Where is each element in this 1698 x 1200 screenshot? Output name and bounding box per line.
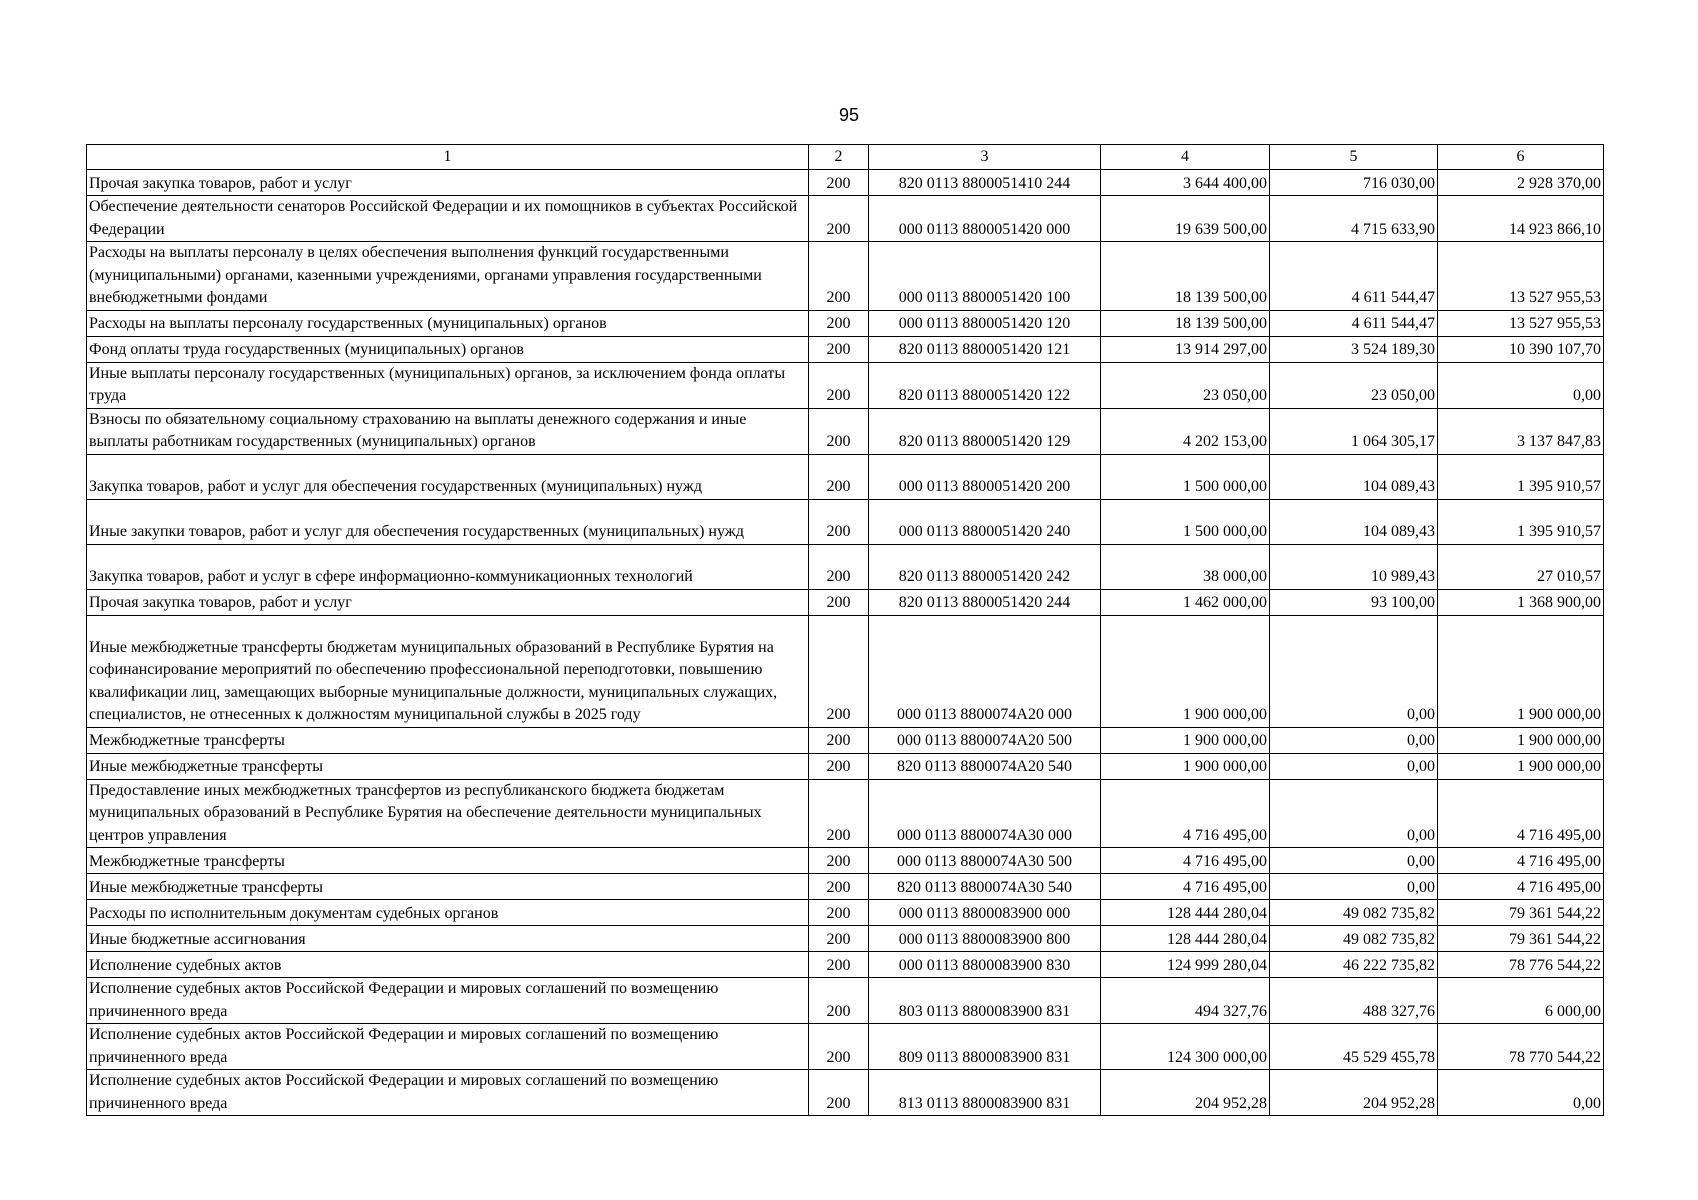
row-approved-amount-cell: 1 900 000,00 — [1101, 615, 1270, 727]
row-executed-amount-cell: 0,00 — [1270, 753, 1438, 779]
row-executed-amount-cell: 0,00 — [1270, 779, 1438, 848]
row-remaining-amount-cell: 13 527 955,53 — [1438, 310, 1604, 336]
row-classification-code-cell: 000 0113 8800083900 830 — [869, 952, 1101, 978]
row-name-cell: Обеспечение деятельности сенаторов Российской Федерации и их помощников в субъектах Российской Федерации — [87, 196, 809, 242]
row-line-code-cell: 200 — [809, 408, 869, 454]
row-executed-amount-cell: 4 611 544,47 — [1270, 310, 1438, 336]
table-row — [87, 454, 1604, 499]
row-classification-code-cell: 820 0113 8800074А20 540 — [869, 753, 1101, 779]
row-approved-amount-cell: 128 444 280,04 — [1101, 900, 1270, 926]
table-row — [87, 727, 1604, 753]
row-name-cell: Исполнение судебных актов Российской Федерации и мировых соглашений по возмещению причиненного вреда — [87, 978, 809, 1024]
row-remaining-amount-cell: 0,00 — [1438, 362, 1604, 408]
row-classification-code-cell: 820 0113 8800051420 242 — [869, 544, 1101, 589]
row-remaining-amount-cell: 3 137 847,83 — [1438, 408, 1604, 454]
row-classification-code-cell: 803 0113 8800083900 831 — [869, 978, 1101, 1024]
row-classification-code-cell: 820 0113 8800051420 121 — [869, 336, 1101, 362]
row-classification-code-cell: 000 0113 8800083900 800 — [869, 926, 1101, 952]
row-classification-code-cell: 000 0113 8800083900 000 — [869, 900, 1101, 926]
row-name-cell: Иные межбюджетные трансферты бюджетам муниципальных образований в Республике Бурятия на софинансирование мероприятий по обеспечению профессиональной переподготовки, повышению квалификации лиц, замещающих выборные муниципальные должности, муниципальных служащих, специалистов, не отнесенных к должностям муниципальной службы в 2025 году — [87, 615, 809, 727]
row-line-code-cell: 200 — [809, 242, 869, 311]
row-line-code-cell: 200 — [809, 1024, 869, 1070]
row-line-code-cell: 200 — [809, 978, 869, 1024]
row-approved-amount-cell: 1 500 000,00 — [1101, 454, 1270, 499]
row-approved-amount-cell: 13 914 297,00 — [1101, 336, 1270, 362]
row-approved-amount-cell: 4 716 495,00 — [1101, 874, 1270, 900]
row-remaining-amount-cell: 1 368 900,00 — [1438, 589, 1604, 615]
row-approved-amount-cell: 23 050,00 — [1101, 362, 1270, 408]
row-executed-amount-cell: 0,00 — [1270, 615, 1438, 727]
row-remaining-amount-cell: 13 527 955,53 — [1438, 242, 1604, 311]
row-classification-code-cell: 000 0113 8800074А30 000 — [869, 779, 1101, 848]
row-approved-amount-cell: 1 900 000,00 — [1101, 727, 1270, 753]
row-executed-amount-cell: 716 030,00 — [1270, 170, 1438, 196]
row-executed-amount-cell: 10 989,43 — [1270, 544, 1438, 589]
column-header: 5 — [1270, 145, 1438, 170]
table-row — [87, 408, 1604, 454]
table-row — [87, 1024, 1604, 1070]
row-line-code-cell: 200 — [809, 544, 869, 589]
row-remaining-amount-cell: 4 716 495,00 — [1438, 779, 1604, 848]
row-name-cell: Межбюджетные трансферты — [87, 727, 809, 753]
row-executed-amount-cell: 104 089,43 — [1270, 499, 1438, 544]
row-executed-amount-cell: 104 089,43 — [1270, 454, 1438, 499]
table-row — [87, 926, 1604, 952]
table-row — [87, 544, 1604, 589]
row-remaining-amount-cell: 1 900 000,00 — [1438, 753, 1604, 779]
row-classification-code-cell: 000 0113 8800051420 200 — [869, 454, 1101, 499]
table-row — [87, 499, 1604, 544]
budget-table — [86, 144, 1604, 1116]
row-approved-amount-cell: 124 300 000,00 — [1101, 1024, 1270, 1070]
row-executed-amount-cell: 23 050,00 — [1270, 362, 1438, 408]
row-remaining-amount-cell: 4 716 495,00 — [1438, 874, 1604, 900]
row-line-code-cell: 200 — [809, 952, 869, 978]
row-executed-amount-cell: 3 524 189,30 — [1270, 336, 1438, 362]
row-name-cell: Иные межбюджетные трансферты — [87, 874, 809, 900]
row-remaining-amount-cell: 14 923 866,10 — [1438, 196, 1604, 242]
row-approved-amount-cell: 19 639 500,00 — [1101, 196, 1270, 242]
table-body — [87, 170, 1604, 1116]
row-name-cell: Предоставление иных межбюджетных трансфертов из республиканского бюджета бюджетам муниципальных образований в Республике Бурятия на обеспечение деятельности муниципальных центров управления — [87, 779, 809, 848]
row-executed-amount-cell: 488 327,76 — [1270, 978, 1438, 1024]
row-executed-amount-cell: 46 222 735,82 — [1270, 952, 1438, 978]
row-line-code-cell: 200 — [809, 1070, 869, 1116]
row-line-code-cell: 200 — [809, 454, 869, 499]
row-name-cell: Фонд оплаты труда государственных (муниципальных) органов — [87, 336, 809, 362]
row-executed-amount-cell: 1 064 305,17 — [1270, 408, 1438, 454]
row-line-code-cell: 200 — [809, 615, 869, 727]
row-line-code-cell: 200 — [809, 310, 869, 336]
row-classification-code-cell: 809 0113 8800083900 831 — [869, 1024, 1101, 1070]
column-header: 6 — [1438, 145, 1604, 170]
column-header: 4 — [1101, 145, 1270, 170]
row-executed-amount-cell: 49 082 735,82 — [1270, 926, 1438, 952]
row-remaining-amount-cell: 1 900 000,00 — [1438, 727, 1604, 753]
table-row — [87, 310, 1604, 336]
row-approved-amount-cell: 4 202 153,00 — [1101, 408, 1270, 454]
row-line-code-cell: 200 — [809, 753, 869, 779]
row-line-code-cell: 200 — [809, 874, 869, 900]
row-executed-amount-cell: 0,00 — [1270, 727, 1438, 753]
row-classification-code-cell: 820 0113 8800051410 244 — [869, 170, 1101, 196]
row-remaining-amount-cell: 1 900 000,00 — [1438, 615, 1604, 727]
row-classification-code-cell: 813 0113 8800083900 831 — [869, 1070, 1101, 1116]
row-remaining-amount-cell: 78 770 544,22 — [1438, 1024, 1604, 1070]
table-row — [87, 753, 1604, 779]
row-name-cell: Иные межбюджетные трансферты — [87, 753, 809, 779]
row-line-code-cell: 200 — [809, 779, 869, 848]
row-approved-amount-cell: 1 462 000,00 — [1101, 589, 1270, 615]
row-name-cell: Расходы на выплаты персоналу в целях обеспечения выполнения функций государственными (муниципальными) органами, казенными учреждениями, органами управления государственными внебюджетными фондами — [87, 242, 809, 311]
column-header: 3 — [869, 145, 1101, 170]
row-remaining-amount-cell: 0,00 — [1438, 1070, 1604, 1116]
table-header-row — [87, 145, 1604, 170]
row-name-cell: Межбюджетные трансферты — [87, 848, 809, 874]
row-approved-amount-cell: 494 327,76 — [1101, 978, 1270, 1024]
row-executed-amount-cell: 4 715 633,90 — [1270, 196, 1438, 242]
row-approved-amount-cell: 4 716 495,00 — [1101, 848, 1270, 874]
row-approved-amount-cell: 1 900 000,00 — [1101, 753, 1270, 779]
table-row — [87, 952, 1604, 978]
row-classification-code-cell: 000 0113 8800051420 000 — [869, 196, 1101, 242]
row-approved-amount-cell: 3 644 400,00 — [1101, 170, 1270, 196]
row-name-cell: Исполнение судебных актов Российской Федерации и мировых соглашений по возмещению причиненного вреда — [87, 1070, 809, 1116]
column-header: 1 — [87, 145, 809, 170]
row-remaining-amount-cell: 4 716 495,00 — [1438, 848, 1604, 874]
row-classification-code-cell: 000 0113 8800051420 240 — [869, 499, 1101, 544]
row-name-cell: Взносы по обязательному социальному страхованию на выплаты денежного содержания и иные выплаты работникам государственных (муниципальных) органов — [87, 408, 809, 454]
row-remaining-amount-cell: 78 776 544,22 — [1438, 952, 1604, 978]
table-row — [87, 336, 1604, 362]
row-line-code-cell: 200 — [809, 336, 869, 362]
row-classification-code-cell: 000 0113 8800074А20 000 — [869, 615, 1101, 727]
row-name-cell: Закупка товаров, работ и услуг для обеспечения государственных (муниципальных) нужд — [87, 454, 809, 499]
row-name-cell: Расходы по исполнительным документам судебных органов — [87, 900, 809, 926]
row-classification-code-cell: 000 0113 8800051420 120 — [869, 310, 1101, 336]
row-executed-amount-cell: 45 529 455,78 — [1270, 1024, 1438, 1070]
row-line-code-cell: 200 — [809, 900, 869, 926]
row-line-code-cell: 200 — [809, 727, 869, 753]
row-remaining-amount-cell: 1 395 910,57 — [1438, 499, 1604, 544]
table-row — [87, 362, 1604, 408]
row-remaining-amount-cell: 27 010,57 — [1438, 544, 1604, 589]
table-row — [87, 874, 1604, 900]
row-executed-amount-cell: 204 952,28 — [1270, 1070, 1438, 1116]
row-name-cell: Исполнение судебных актов — [87, 952, 809, 978]
table-row — [87, 170, 1604, 196]
table-row — [87, 848, 1604, 874]
row-name-cell: Прочая закупка товаров, работ и услуг — [87, 589, 809, 615]
row-line-code-cell: 200 — [809, 589, 869, 615]
row-name-cell: Исполнение судебных актов Российской Федерации и мировых соглашений по возмещению причиненного вреда — [87, 1024, 809, 1070]
row-classification-code-cell: 820 0113 8800051420 122 — [869, 362, 1101, 408]
row-remaining-amount-cell: 6 000,00 — [1438, 978, 1604, 1024]
row-name-cell: Иные закупки товаров, работ и услуг для обеспечения государственных (муниципальных) нужд — [87, 499, 809, 544]
row-remaining-amount-cell: 10 390 107,70 — [1438, 336, 1604, 362]
row-approved-amount-cell: 204 952,28 — [1101, 1070, 1270, 1116]
row-approved-amount-cell: 18 139 500,00 — [1101, 310, 1270, 336]
row-remaining-amount-cell: 79 361 544,22 — [1438, 900, 1604, 926]
row-executed-amount-cell: 0,00 — [1270, 848, 1438, 874]
table-row — [87, 242, 1604, 311]
row-executed-amount-cell: 93 100,00 — [1270, 589, 1438, 615]
row-line-code-cell: 200 — [809, 848, 869, 874]
table-row — [87, 1070, 1604, 1116]
row-remaining-amount-cell: 2 928 370,00 — [1438, 170, 1604, 196]
row-approved-amount-cell: 18 139 500,00 — [1101, 242, 1270, 311]
row-remaining-amount-cell: 79 361 544,22 — [1438, 926, 1604, 952]
row-classification-code-cell: 820 0113 8800074А30 540 — [869, 874, 1101, 900]
table-row — [87, 589, 1604, 615]
row-approved-amount-cell: 1 500 000,00 — [1101, 499, 1270, 544]
row-name-cell: Иные выплаты персоналу государственных (муниципальных) органов, за исключением фонда оплаты труда — [87, 362, 809, 408]
table-row — [87, 779, 1604, 848]
row-executed-amount-cell: 49 082 735,82 — [1270, 900, 1438, 926]
row-executed-amount-cell: 4 611 544,47 — [1270, 242, 1438, 311]
row-classification-code-cell: 000 0113 8800074А20 500 — [869, 727, 1101, 753]
row-approved-amount-cell: 124 999 280,04 — [1101, 952, 1270, 978]
table-row — [87, 900, 1604, 926]
row-name-cell: Прочая закупка товаров, работ и услуг — [87, 170, 809, 196]
column-header: 2 — [809, 145, 869, 170]
row-approved-amount-cell: 128 444 280,04 — [1101, 926, 1270, 952]
row-line-code-cell: 200 — [809, 926, 869, 952]
row-classification-code-cell: 000 0113 8800074А30 500 — [869, 848, 1101, 874]
row-classification-code-cell: 820 0113 8800051420 129 — [869, 408, 1101, 454]
row-line-code-cell: 200 — [809, 170, 869, 196]
row-classification-code-cell: 000 0113 8800051420 100 — [869, 242, 1101, 311]
row-executed-amount-cell: 0,00 — [1270, 874, 1438, 900]
row-name-cell: Иные бюджетные ассигнования — [87, 926, 809, 952]
row-approved-amount-cell: 38 000,00 — [1101, 544, 1270, 589]
row-name-cell: Закупка товаров, работ и услуг в сфере информационно-коммуникационных технологий — [87, 544, 809, 589]
row-remaining-amount-cell: 1 395 910,57 — [1438, 454, 1604, 499]
table-row — [87, 978, 1604, 1024]
row-line-code-cell: 200 — [809, 499, 869, 544]
page-number: 95 — [838, 105, 860, 125]
table-row — [87, 615, 1604, 727]
row-classification-code-cell: 820 0113 8800051420 244 — [869, 589, 1101, 615]
row-line-code-cell: 200 — [809, 196, 869, 242]
row-name-cell: Расходы на выплаты персоналу государственных (муниципальных) органов — [87, 310, 809, 336]
table-row — [87, 196, 1604, 242]
row-approved-amount-cell: 4 716 495,00 — [1101, 779, 1270, 848]
row-line-code-cell: 200 — [809, 362, 869, 408]
